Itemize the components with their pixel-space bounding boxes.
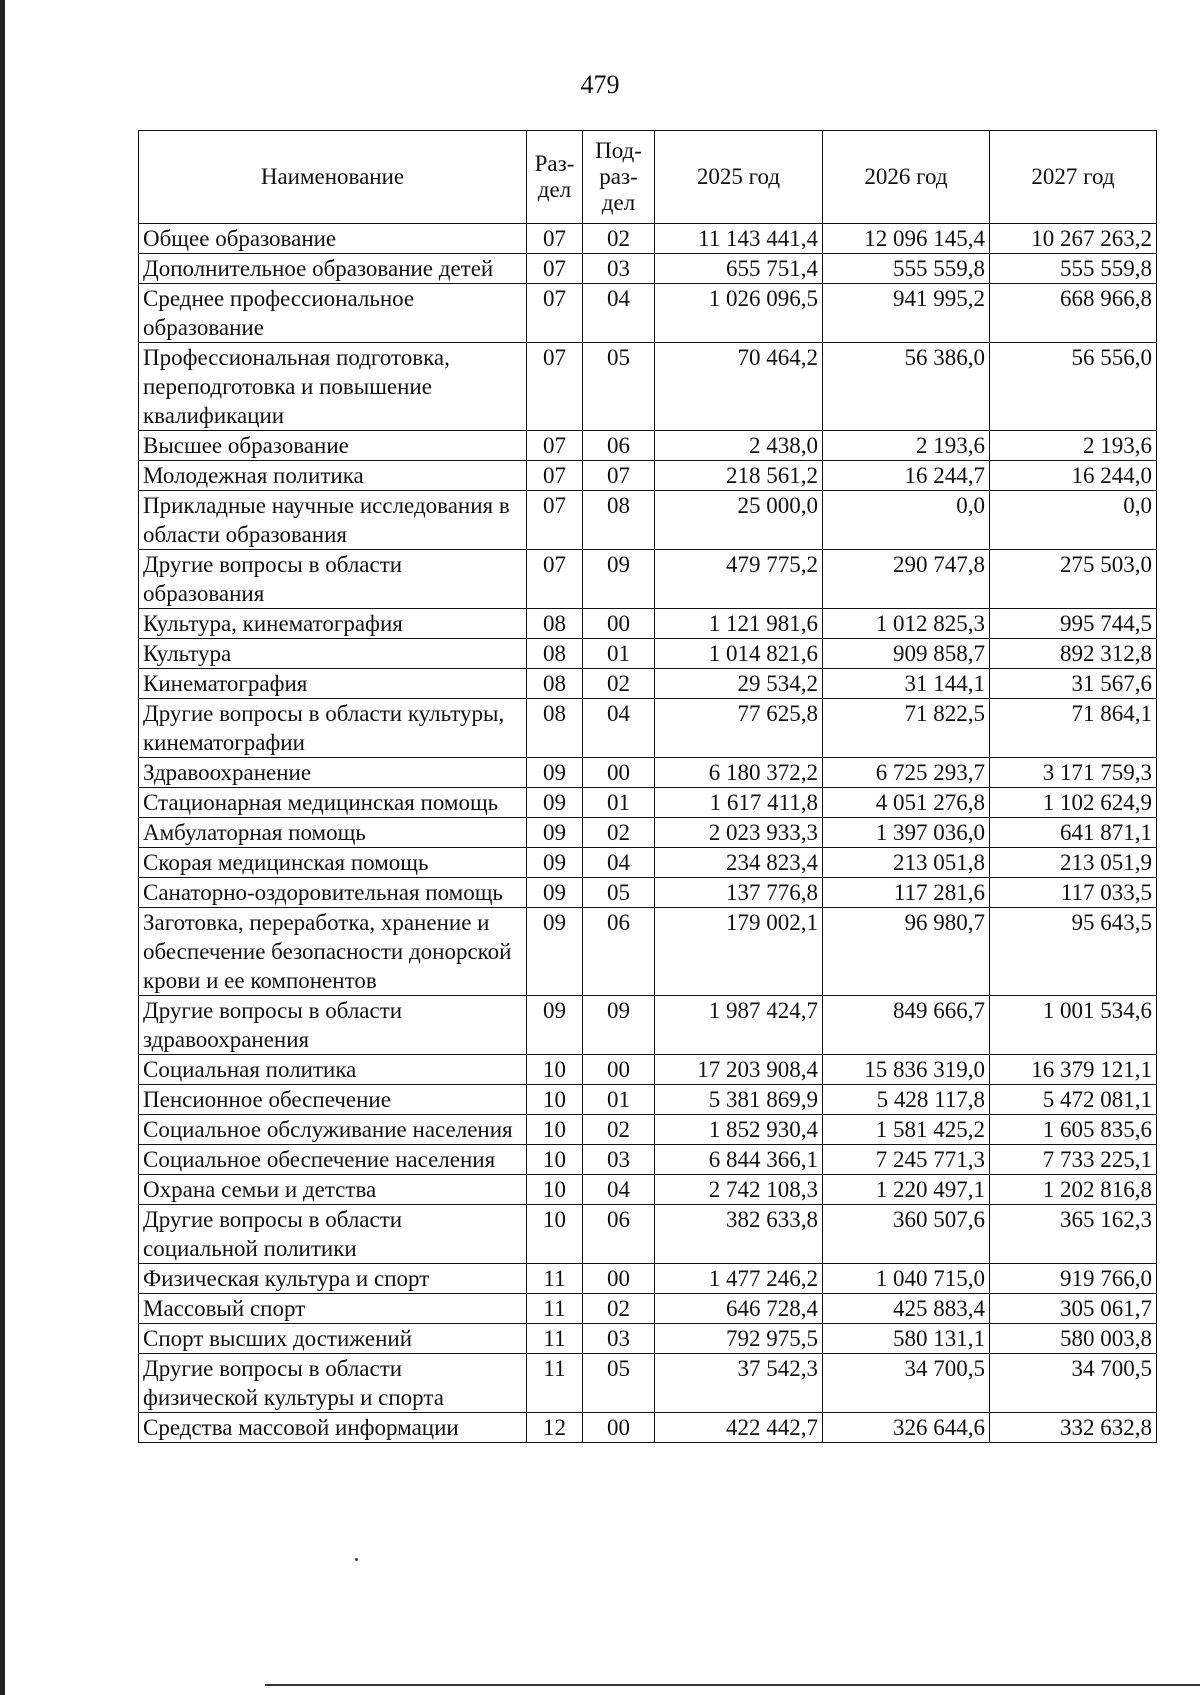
row-section: 09 xyxy=(527,996,583,1055)
row-section: 10 xyxy=(527,1085,583,1115)
row-subsection: 03 xyxy=(583,1145,655,1175)
row-value-2026: 117 281,6 xyxy=(823,878,990,908)
table-row xyxy=(139,996,1157,1055)
row-value-2027: 95 643,5 xyxy=(990,908,1157,996)
row-value-2026: 71 822,5 xyxy=(823,699,990,758)
row-value-2026: 1 581 425,2 xyxy=(823,1115,990,1145)
row-subsection: 00 xyxy=(583,1413,655,1443)
row-value-2025: 1 987 424,7 xyxy=(655,996,823,1055)
row-value-2027: 1 001 534,6 xyxy=(990,996,1157,1055)
row-value-2026: 34 700,5 xyxy=(823,1354,990,1413)
row-subsection: 03 xyxy=(583,1324,655,1354)
table-row xyxy=(139,1324,1157,1354)
row-section: 07 xyxy=(527,491,583,550)
row-subsection: 01 xyxy=(583,639,655,669)
row-value-2025: 792 975,5 xyxy=(655,1324,823,1354)
row-value-2027: 275 503,0 xyxy=(990,550,1157,609)
row-subsection: 01 xyxy=(583,1085,655,1115)
row-value-2027: 580 003,8 xyxy=(990,1324,1157,1354)
table-body xyxy=(139,224,1157,1443)
table-row xyxy=(139,224,1157,254)
row-section: 10 xyxy=(527,1175,583,1205)
row-value-2025: 2 438,0 xyxy=(655,431,823,461)
header-subsection: Под-раз-дел xyxy=(583,131,655,224)
row-subsection: 05 xyxy=(583,343,655,431)
row-value-2025: 218 561,2 xyxy=(655,461,823,491)
table-row xyxy=(139,878,1157,908)
row-subsection: 04 xyxy=(583,284,655,343)
row-section: 07 xyxy=(527,550,583,609)
row-value-2026: 580 131,1 xyxy=(823,1324,990,1354)
row-subsection: 09 xyxy=(583,996,655,1055)
row-value-2025: 37 542,3 xyxy=(655,1354,823,1413)
row-value-2027: 919 766,0 xyxy=(990,1264,1157,1294)
row-section: 09 xyxy=(527,788,583,818)
row-value-2027: 213 051,9 xyxy=(990,848,1157,878)
scan-speck xyxy=(355,1558,358,1561)
row-name: Спорт высших достижений xyxy=(139,1324,527,1354)
row-value-2025: 1 852 930,4 xyxy=(655,1115,823,1145)
row-section: 10 xyxy=(527,1055,583,1085)
row-section: 09 xyxy=(527,908,583,996)
row-subsection: 04 xyxy=(583,699,655,758)
row-subsection: 01 xyxy=(583,788,655,818)
row-subsection: 06 xyxy=(583,431,655,461)
row-name: Социальное обеспечение населения xyxy=(139,1145,527,1175)
row-value-2025: 655 751,4 xyxy=(655,254,823,284)
row-subsection: 06 xyxy=(583,1205,655,1264)
row-value-2025: 25 000,0 xyxy=(655,491,823,550)
row-value-2027: 56 556,0 xyxy=(990,343,1157,431)
row-value-2027: 892 312,8 xyxy=(990,639,1157,669)
bottom-rule xyxy=(265,1684,1200,1686)
row-value-2026: 1 220 497,1 xyxy=(823,1175,990,1205)
row-subsection: 07 xyxy=(583,461,655,491)
row-value-2026: 1 040 715,0 xyxy=(823,1264,990,1294)
row-value-2026: 290 747,8 xyxy=(823,550,990,609)
row-value-2026: 6 725 293,7 xyxy=(823,758,990,788)
row-value-2025: 422 442,7 xyxy=(655,1413,823,1443)
row-subsection: 00 xyxy=(583,758,655,788)
row-subsection: 05 xyxy=(583,878,655,908)
row-value-2027: 7 733 225,1 xyxy=(990,1145,1157,1175)
row-value-2027: 2 193,6 xyxy=(990,431,1157,461)
row-section: 11 xyxy=(527,1324,583,1354)
row-value-2025: 179 002,1 xyxy=(655,908,823,996)
row-value-2025: 137 776,8 xyxy=(655,878,823,908)
table-row xyxy=(139,431,1157,461)
row-value-2025: 1 014 821,6 xyxy=(655,639,823,669)
header-2026: 2026 год xyxy=(823,131,990,224)
row-value-2025: 1 026 096,5 xyxy=(655,284,823,343)
row-value-2025: 5 381 869,9 xyxy=(655,1085,823,1115)
row-name: Пенсионное обеспечение xyxy=(139,1085,527,1115)
row-value-2025: 1 121 981,6 xyxy=(655,609,823,639)
header-2027: 2027 год xyxy=(990,131,1157,224)
table-row xyxy=(139,1115,1157,1145)
row-section: 07 xyxy=(527,284,583,343)
header-2025: 2025 год xyxy=(655,131,823,224)
table-row xyxy=(139,1085,1157,1115)
row-section: 10 xyxy=(527,1205,583,1264)
row-subsection: 05 xyxy=(583,1354,655,1413)
table-row xyxy=(139,788,1157,818)
row-value-2026: 56 386,0 xyxy=(823,343,990,431)
row-name: Культура xyxy=(139,639,527,669)
header-row xyxy=(139,131,1157,224)
row-name: Общее образование xyxy=(139,224,527,254)
row-value-2026: 2 193,6 xyxy=(823,431,990,461)
table-row xyxy=(139,1264,1157,1294)
table-row xyxy=(139,461,1157,491)
row-value-2025: 479 775,2 xyxy=(655,550,823,609)
row-section: 11 xyxy=(527,1354,583,1413)
row-value-2025: 70 464,2 xyxy=(655,343,823,431)
scan-left-edge xyxy=(0,0,5,1695)
row-subsection: 09 xyxy=(583,550,655,609)
row-value-2027: 1 202 816,8 xyxy=(990,1175,1157,1205)
row-value-2026: 7 245 771,3 xyxy=(823,1145,990,1175)
row-name: Другие вопросы в области образования xyxy=(139,550,527,609)
row-name: Молодежная политика xyxy=(139,461,527,491)
table-row xyxy=(139,550,1157,609)
row-name: Скорая медицинская помощь xyxy=(139,848,527,878)
row-name: Кинематография xyxy=(139,669,527,699)
row-section: 08 xyxy=(527,699,583,758)
row-section: 09 xyxy=(527,848,583,878)
row-name: Санаторно-оздоровительная помощь xyxy=(139,878,527,908)
table-row xyxy=(139,669,1157,699)
row-name: Высшее образование xyxy=(139,431,527,461)
row-subsection: 00 xyxy=(583,1264,655,1294)
row-name: Среднее профессиональное образование xyxy=(139,284,527,343)
row-section: 08 xyxy=(527,669,583,699)
row-value-2027: 5 472 081,1 xyxy=(990,1085,1157,1115)
row-section: 11 xyxy=(527,1264,583,1294)
table-row xyxy=(139,818,1157,848)
row-name: Прикладные научные исследования в области образования xyxy=(139,491,527,550)
row-name: Заготовка, переработка, хранение и обеспечение безопасности донорской крови и ее компонентов xyxy=(139,908,527,996)
row-section: 07 xyxy=(527,431,583,461)
row-name: Стационарная медицинская помощь xyxy=(139,788,527,818)
row-name: Профессиональная подготовка, переподготовка и повышение квалификации xyxy=(139,343,527,431)
table-row xyxy=(139,699,1157,758)
row-value-2026: 0,0 xyxy=(823,491,990,550)
row-value-2027: 117 033,5 xyxy=(990,878,1157,908)
row-name: Социальная политика xyxy=(139,1055,527,1085)
row-value-2027: 641 871,1 xyxy=(990,818,1157,848)
table-row xyxy=(139,491,1157,550)
row-value-2027: 3 171 759,3 xyxy=(990,758,1157,788)
row-subsection: 02 xyxy=(583,818,655,848)
row-name: Социальное обслуживание населения xyxy=(139,1115,527,1145)
row-value-2026: 213 051,8 xyxy=(823,848,990,878)
row-value-2025: 17 203 908,4 xyxy=(655,1055,823,1085)
row-value-2025: 646 728,4 xyxy=(655,1294,823,1324)
row-value-2026: 96 980,7 xyxy=(823,908,990,996)
table-row xyxy=(139,1175,1157,1205)
row-value-2025: 6 180 372,2 xyxy=(655,758,823,788)
table-row xyxy=(139,848,1157,878)
row-value-2027: 555 559,8 xyxy=(990,254,1157,284)
row-name: Здравоохранение xyxy=(139,758,527,788)
row-name: Средства массовой информации xyxy=(139,1413,527,1443)
row-name: Культура, кинематография xyxy=(139,609,527,639)
row-value-2025: 11 143 441,4 xyxy=(655,224,823,254)
row-name: Другие вопросы в области социальной политики xyxy=(139,1205,527,1264)
row-name: Дополнительное образование детей xyxy=(139,254,527,284)
row-value-2027: 16 379 121,1 xyxy=(990,1055,1157,1085)
row-name: Другие вопросы в области здравоохранения xyxy=(139,996,527,1055)
row-value-2027: 668 966,8 xyxy=(990,284,1157,343)
row-value-2026: 15 836 319,0 xyxy=(823,1055,990,1085)
row-subsection: 02 xyxy=(583,1115,655,1145)
table-row xyxy=(139,639,1157,669)
row-subsection: 06 xyxy=(583,908,655,996)
row-value-2026: 1 397 036,0 xyxy=(823,818,990,848)
row-name: Амбулаторная помощь xyxy=(139,818,527,848)
row-value-2025: 234 823,4 xyxy=(655,848,823,878)
row-section: 07 xyxy=(527,224,583,254)
row-value-2025: 2 742 108,3 xyxy=(655,1175,823,1205)
table-row xyxy=(139,1205,1157,1264)
row-value-2026: 941 995,2 xyxy=(823,284,990,343)
row-subsection: 00 xyxy=(583,1055,655,1085)
row-value-2027: 0,0 xyxy=(990,491,1157,550)
row-value-2025: 1 617 411,8 xyxy=(655,788,823,818)
row-value-2027: 995 744,5 xyxy=(990,609,1157,639)
row-name: Охрана семьи и детства xyxy=(139,1175,527,1205)
row-value-2025: 382 633,8 xyxy=(655,1205,823,1264)
row-name: Другие вопросы в области культуры, кинематографии xyxy=(139,699,527,758)
table-row xyxy=(139,1354,1157,1413)
table-row xyxy=(139,1413,1157,1443)
budget-table xyxy=(138,130,1157,1443)
row-value-2026: 425 883,4 xyxy=(823,1294,990,1324)
row-value-2027: 31 567,6 xyxy=(990,669,1157,699)
row-section: 10 xyxy=(527,1115,583,1145)
header-name: Наименование xyxy=(139,131,527,224)
row-section: 07 xyxy=(527,461,583,491)
row-subsection: 00 xyxy=(583,609,655,639)
row-section: 12 xyxy=(527,1413,583,1443)
row-section: 09 xyxy=(527,758,583,788)
row-section: 07 xyxy=(527,254,583,284)
table-row xyxy=(139,1145,1157,1175)
row-value-2026: 12 096 145,4 xyxy=(823,224,990,254)
row-value-2026: 360 507,6 xyxy=(823,1205,990,1264)
table-row xyxy=(139,284,1157,343)
row-subsection: 08 xyxy=(583,491,655,550)
row-value-2025: 2 023 933,3 xyxy=(655,818,823,848)
row-subsection: 02 xyxy=(583,669,655,699)
row-subsection: 03 xyxy=(583,254,655,284)
table-header xyxy=(139,131,1157,224)
row-section: 07 xyxy=(527,343,583,431)
page-number: 479 xyxy=(580,70,620,99)
row-value-2027: 365 162,3 xyxy=(990,1205,1157,1264)
row-subsection: 04 xyxy=(583,848,655,878)
row-value-2027: 1 605 835,6 xyxy=(990,1115,1157,1145)
row-value-2026: 31 144,1 xyxy=(823,669,990,699)
row-value-2026: 1 012 825,3 xyxy=(823,609,990,639)
row-value-2026: 849 666,7 xyxy=(823,996,990,1055)
row-value-2027: 71 864,1 xyxy=(990,699,1157,758)
row-value-2026: 326 644,6 xyxy=(823,1413,990,1443)
table-row xyxy=(139,908,1157,996)
row-value-2026: 4 051 276,8 xyxy=(823,788,990,818)
row-value-2027: 16 244,0 xyxy=(990,461,1157,491)
table-row xyxy=(139,758,1157,788)
row-value-2026: 909 858,7 xyxy=(823,639,990,669)
row-value-2025: 29 534,2 xyxy=(655,669,823,699)
row-section: 09 xyxy=(527,878,583,908)
row-value-2025: 6 844 366,1 xyxy=(655,1145,823,1175)
row-subsection: 02 xyxy=(583,224,655,254)
row-value-2026: 555 559,8 xyxy=(823,254,990,284)
row-value-2027: 305 061,7 xyxy=(990,1294,1157,1324)
table-row xyxy=(139,254,1157,284)
row-value-2027: 1 102 624,9 xyxy=(990,788,1157,818)
row-name: Физическая культура и спорт xyxy=(139,1264,527,1294)
row-value-2026: 16 244,7 xyxy=(823,461,990,491)
row-value-2026: 5 428 117,8 xyxy=(823,1085,990,1115)
row-name: Другие вопросы в области физической культуры и спорта xyxy=(139,1354,527,1413)
row-section: 11 xyxy=(527,1294,583,1324)
header-section: Раз-дел xyxy=(527,131,583,224)
row-name: Массовый спорт xyxy=(139,1294,527,1324)
row-value-2025: 1 477 246,2 xyxy=(655,1264,823,1294)
table-row xyxy=(139,609,1157,639)
table-row xyxy=(139,1055,1157,1085)
table-row xyxy=(139,1294,1157,1324)
row-subsection: 04 xyxy=(583,1175,655,1205)
row-section: 09 xyxy=(527,818,583,848)
row-value-2027: 10 267 263,2 xyxy=(990,224,1157,254)
table-row xyxy=(139,343,1157,431)
row-subsection: 02 xyxy=(583,1294,655,1324)
row-section: 08 xyxy=(527,639,583,669)
row-value-2027: 34 700,5 xyxy=(990,1354,1157,1413)
row-section: 08 xyxy=(527,609,583,639)
row-section: 10 xyxy=(527,1145,583,1175)
row-value-2025: 77 625,8 xyxy=(655,699,823,758)
row-value-2027: 332 632,8 xyxy=(990,1413,1157,1443)
